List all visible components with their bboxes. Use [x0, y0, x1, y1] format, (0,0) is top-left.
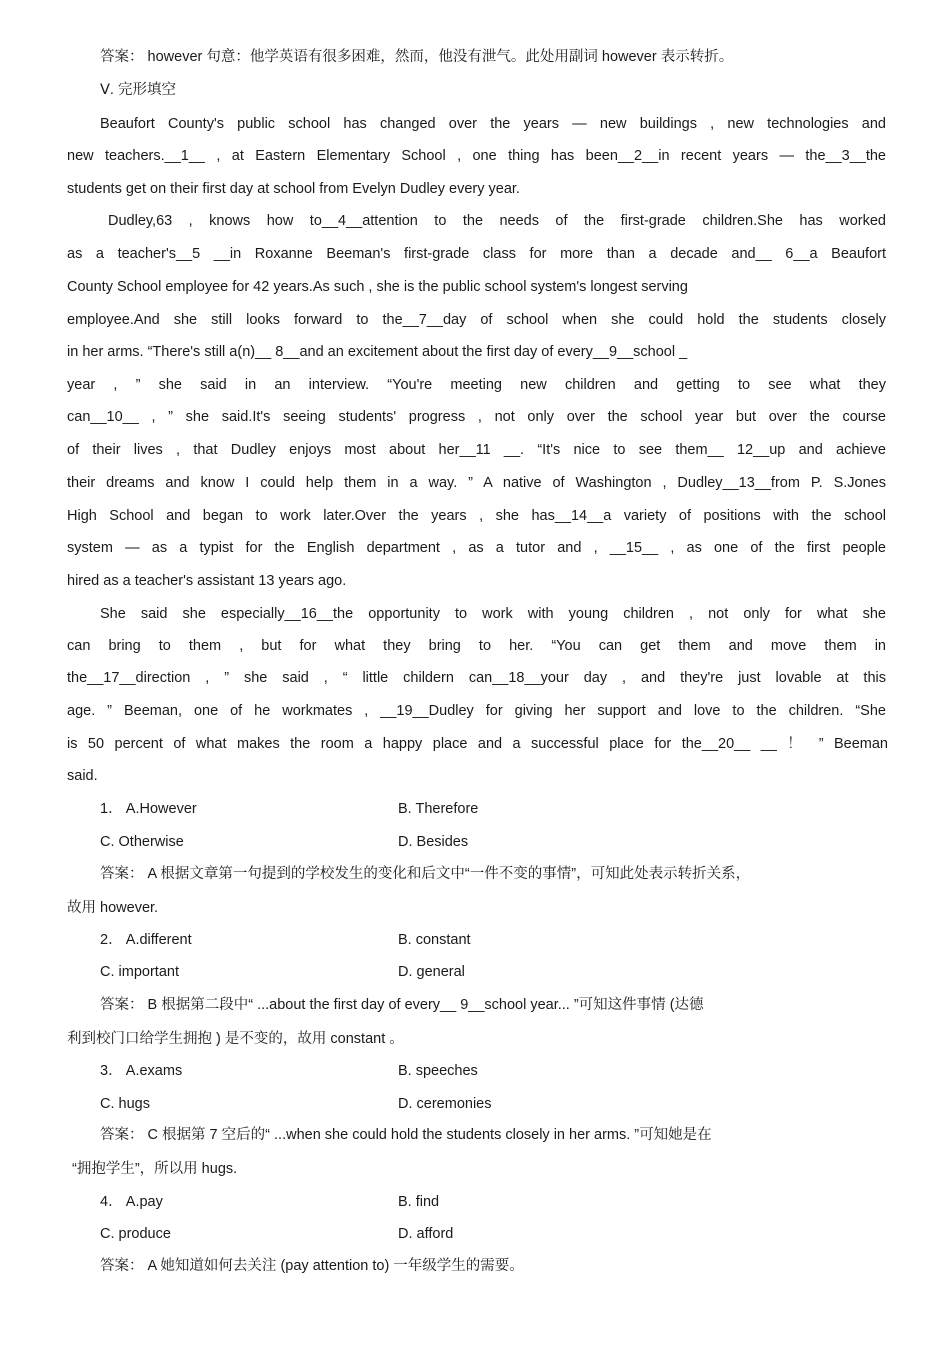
answer-line: 答案： however 句意：他学英语有很多困难，然而，他没有泄气。此处用副词 however 表示转折。 — [100, 49, 734, 65]
question-option: D. Besides — [398, 834, 469, 850]
passage-line: She said she especially__16__the opportunity to work with young children , not only for what she — [100, 606, 886, 622]
question-option: B. speeches — [398, 1063, 478, 1079]
question-option: B. constant — [398, 932, 471, 948]
question-option: D. ceremonies — [398, 1096, 492, 1112]
answer-explanation: 故用 however. — [67, 900, 159, 916]
answer-explanation: 答案： A 根据文章第一句提到的学校发生的变化和后文中“一件不变的事情”，可知此处表示转折关系， — [100, 866, 751, 882]
passage-line: of their lives , that Dudley enjoys most about her__11 __. “It's nice to see them__ 12__up and achieve — [67, 442, 886, 458]
passage-line: the__17__direction , ” she said , “ little childern can__18__your day , and they're just lovable at this — [67, 670, 886, 686]
question-option: C. important — [100, 964, 179, 980]
passage-line: system — as a typist for the English department , as a tutor and , __15__ , as one of the first people — [67, 540, 886, 556]
question-option: 4． A.pay — [100, 1194, 163, 1210]
answer-explanation: 答案： C 根据第 7 空后的“ ...when she could hold the students closely in her arms. ”可知她是在 — [100, 1127, 712, 1143]
answer-explanation: 答案： A 她知道如何去关注 (pay attention to) 一年级学生的需要。 — [100, 1258, 524, 1274]
passage-line: new teachers.__1__ , at Eastern Elementary School , one thing has been__2__in recent years — the__3__the — [67, 148, 886, 164]
passage-line: students get on their first day at school from Evelyn Dudley every year. — [67, 181, 520, 197]
question-option: C. produce — [100, 1226, 171, 1242]
question-option: D. afford — [398, 1226, 454, 1242]
passage-line: said. — [67, 768, 98, 784]
passage-line: High School and began to work later.Over the years , she has__14__a variety of positions with the school — [67, 508, 886, 524]
question-option: D. general — [398, 964, 465, 980]
question-option: B. find — [398, 1194, 440, 1210]
answer-explanation: “拥抱学生”，所以用 hugs. — [72, 1161, 238, 1177]
question-option: 2． A.different — [100, 932, 192, 948]
section-title: Ⅴ. 完形填空 — [100, 82, 176, 98]
passage-line: can bring to them , but for what they bring to her. “You can get them and move them in — [67, 638, 886, 654]
answer-explanation: 利到校门口给学生拥抱 ) 是不变的，故用 constant 。 — [67, 1031, 404, 1047]
answer-explanation: 答案： B 根据第二段中“ ...about the first day of every__ 9__school year... ”可知这件事情 (达德 — [100, 997, 704, 1013]
passage-line: age. ” Beeman, one of he workmates , __19__Dudley for giving her support and love to the children. “She — [67, 703, 886, 719]
question-option: 1． A.However — [100, 801, 197, 817]
question-option: C. Otherwise — [100, 834, 184, 850]
passage-line: as a teacher's__5 __in Roxanne Beeman's first-grade class for more than a decade and__ 6__a Beaufort — [67, 246, 886, 262]
passage-line: their dreams and know I could help them in a way. ” A native of Washington , Dudley__13__from P. S.Jones — [67, 475, 886, 491]
passage-line: Beaufort County's public school has changed over the years — new buildings , new technologies and — [100, 116, 886, 132]
question-option: B. Therefore — [398, 801, 479, 817]
passage-line: hired as a teacher's assistant 13 years ago. — [67, 573, 347, 589]
question-option: 3． A.exams — [100, 1063, 183, 1079]
passage-line: year , ” she said in an interview. “You're meeting new children and getting to see what they — [67, 377, 886, 393]
passage-line: in her arms. “There's still a(n)__ 8__and an excitement about the first day of every__9__school _ — [67, 344, 688, 360]
passage-line: can__10__ , ” she said.It's seeing students' progress , not only over the school year but over the course — [67, 409, 886, 425]
passage-line: employee.And she still looks forward to the__7__day of school when she could hold the students closely — [67, 312, 886, 328]
passage-line: Dudley,63 , knows how to__4__attention to the needs of the first-grade children.She has worked — [108, 213, 886, 229]
passage-line: is 50 percent of what makes the room a happy place and a successful place for the__20__ __ ！ ” Beeman — [67, 736, 888, 752]
passage-line: County School employee for 42 years.As such , she is the public school system's longest serving — [67, 279, 688, 295]
question-option: C. hugs — [100, 1096, 150, 1112]
